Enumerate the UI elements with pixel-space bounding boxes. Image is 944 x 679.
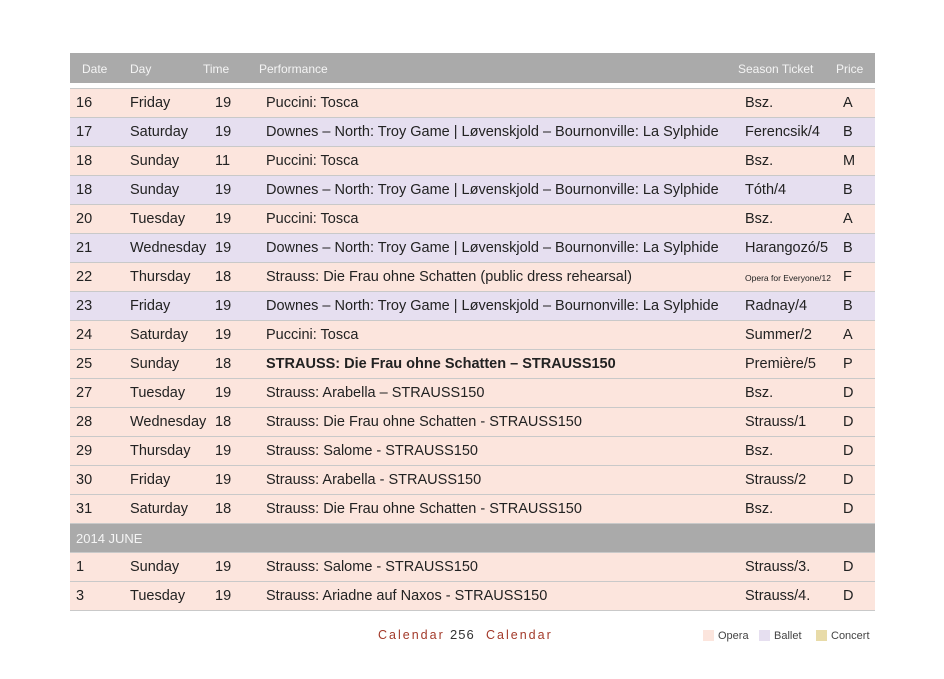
header-day: Day: [130, 62, 152, 76]
cell-season-ticket: Summer/2: [745, 327, 812, 343]
cell-performance: Downes – North: Troy Game | Løvenskjold – Bournonville: La Sylphide: [266, 298, 719, 314]
footer-calendar-right: Calendar: [486, 628, 553, 642]
cell-day: Wednesday: [130, 414, 207, 430]
cell-performance: Puccini: Tosca: [266, 95, 359, 111]
cell-performance: Puccini: Tosca: [266, 153, 359, 169]
table-header: [70, 53, 875, 83]
cell-season-ticket: Tóth/4: [745, 182, 787, 198]
cell-day: Friday: [130, 298, 171, 314]
cell-time: 19: [215, 298, 232, 314]
cell-price: B: [843, 240, 853, 256]
cell-date: 16: [76, 95, 93, 111]
cell-season-ticket: Bsz.: [745, 385, 774, 401]
cell-time: 19: [215, 443, 232, 459]
cell-performance: Strauss: Die Frau ohne Schatten - STRAUSS150: [266, 414, 582, 430]
cell-day: Saturday: [130, 124, 189, 140]
cell-performance: Strauss: Die Frau ohne Schatten - STRAUSS150: [266, 501, 582, 517]
cell-price: B: [843, 124, 853, 140]
table-row: [70, 408, 875, 437]
cell-price: D: [843, 501, 854, 517]
cell-date: 30: [76, 472, 93, 488]
cell-day: Tuesday: [130, 385, 186, 401]
footer-calendar-left: Calendar: [378, 628, 445, 642]
cell-season-ticket: Bsz.: [745, 211, 774, 227]
cell-season-ticket: Ferencsik/4: [745, 124, 820, 140]
cell-time: 18: [215, 501, 232, 517]
cell-day: Friday: [130, 95, 171, 111]
cell-price: M: [843, 153, 856, 169]
cell-season-ticket: Bsz.: [745, 501, 774, 517]
cell-time: 18: [215, 269, 232, 285]
legend-ballet-label: Ballet: [774, 630, 802, 642]
cell-day: Sunday: [130, 559, 180, 575]
table-row: [70, 437, 875, 466]
table-row: [70, 147, 875, 176]
cell-price: D: [843, 385, 854, 401]
cell-day: Tuesday: [130, 211, 186, 227]
cell-season-ticket: Opera for Everyone/12: [745, 273, 831, 283]
cell-time: 19: [215, 559, 232, 575]
cell-date: 3: [76, 588, 85, 604]
cell-date: 29: [76, 443, 93, 459]
page-number: 256: [450, 627, 475, 642]
table-row: [70, 234, 875, 263]
cell-time: 19: [215, 327, 232, 343]
cell-performance: Puccini: Tosca: [266, 211, 359, 227]
cell-day: Thursday: [130, 269, 191, 285]
cell-time: 18: [215, 414, 232, 430]
table-row: [70, 176, 875, 205]
cell-date: 24: [76, 327, 93, 343]
month-section-header: [70, 524, 875, 553]
cell-time: 19: [215, 385, 232, 401]
calendar-table: [70, 53, 875, 611]
cell-price: D: [843, 472, 854, 488]
cell-price: A: [843, 95, 853, 111]
cell-date: 23: [76, 298, 93, 314]
cell-season-ticket: Strauss/2: [745, 472, 807, 488]
cell-date: 28: [76, 414, 93, 430]
cell-price: D: [843, 414, 854, 430]
cell-price: F: [843, 269, 852, 285]
cell-day: Wednesday: [130, 240, 207, 256]
cell-season-ticket: Strauss/1: [745, 414, 807, 430]
cell-day: Sunday: [130, 153, 180, 169]
header-time: Time: [203, 62, 230, 76]
cell-time: 19: [215, 124, 232, 140]
cell-time: 19: [215, 588, 232, 604]
cell-season-ticket: Radnay/4: [745, 298, 808, 314]
cell-date: 25: [76, 356, 93, 372]
cell-performance: STRAUSS: Die Frau ohne Schatten – STRAUSS150: [266, 356, 616, 372]
cell-day: Tuesday: [130, 588, 186, 604]
cell-performance: Strauss: Arabella – STRAUSS150: [266, 385, 485, 401]
table-row: [70, 263, 875, 292]
legend-opera-label: Opera: [718, 630, 749, 642]
cell-price: D: [843, 588, 854, 604]
cell-price: B: [843, 182, 853, 198]
cell-season-ticket: Strauss/4.: [745, 588, 811, 604]
cell-price: D: [843, 443, 854, 459]
cell-price: A: [843, 327, 853, 343]
cell-season-ticket: Bsz.: [745, 95, 774, 111]
table-row: [70, 89, 875, 118]
cell-date: 31: [76, 501, 93, 517]
cell-day: Thursday: [130, 443, 191, 459]
cell-performance: Downes – North: Troy Game | Løvenskjold – Bournonville: La Sylphide: [266, 240, 719, 256]
cell-day: Sunday: [130, 356, 180, 372]
table-row: [70, 205, 875, 234]
cell-season-ticket: Bsz.: [745, 153, 774, 169]
cell-time: 19: [215, 182, 232, 198]
table-row: [70, 379, 875, 408]
cell-day: Saturday: [130, 327, 189, 343]
legend-ballet-swatch: [759, 630, 770, 641]
cell-time: 19: [215, 472, 232, 488]
header-date: Date: [82, 62, 108, 76]
cell-performance: Puccini: Tosca: [266, 327, 359, 343]
header-performance: Performance: [259, 62, 328, 76]
table-row: [70, 495, 875, 524]
cell-day: Sunday: [130, 182, 180, 198]
legend-concert-label: Concert: [831, 630, 870, 642]
cell-price: P: [843, 356, 853, 372]
cell-season-ticket: Première/5: [745, 356, 816, 372]
month-section-label: 2014 JUNE: [76, 531, 143, 546]
cell-date: 18: [76, 153, 93, 169]
cell-date: 20: [76, 211, 93, 227]
header-season-ticket: Season Ticket: [738, 62, 814, 76]
cell-day: Saturday: [130, 501, 189, 517]
legend-opera-swatch: [703, 630, 714, 641]
legend-concert-swatch: [816, 630, 827, 641]
cell-performance: Downes – North: Troy Game | Løvenskjold – Bournonville: La Sylphide: [266, 124, 719, 140]
cell-season-ticket: Harangozó/5: [745, 240, 829, 256]
cell-date: 17: [76, 124, 93, 140]
table-row: [70, 118, 875, 147]
cell-season-ticket: Bsz.: [745, 443, 774, 459]
cell-performance: Strauss: Ariadne auf Naxos - STRAUSS150: [266, 588, 548, 604]
cell-date: 21: [76, 240, 93, 256]
cell-price: D: [843, 559, 854, 575]
page-footer: [0, 628, 944, 648]
cell-date: 22: [76, 269, 93, 285]
cell-performance: Strauss: Salome - STRAUSS150: [266, 559, 478, 575]
cell-date: 1: [76, 559, 85, 575]
header-price: Price: [836, 62, 864, 76]
table-row: [70, 350, 875, 379]
table-row: [70, 321, 875, 350]
cell-price: B: [843, 298, 853, 314]
cell-time: 11: [215, 153, 231, 169]
table-row: [70, 466, 875, 495]
cell-performance: Strauss: Salome - STRAUSS150: [266, 443, 478, 459]
cell-date: 27: [76, 385, 93, 401]
cell-season-ticket: Strauss/3.: [745, 559, 811, 575]
cell-time: 19: [215, 240, 232, 256]
cell-day: Friday: [130, 472, 171, 488]
cell-time: 18: [215, 356, 232, 372]
cell-time: 19: [215, 95, 232, 111]
table-row: [70, 553, 875, 582]
cell-performance: Strauss: Die Frau ohne Schatten (public dress rehearsal): [266, 269, 632, 285]
cell-performance: Strauss: Arabella - STRAUSS150: [266, 472, 482, 488]
cell-performance: Downes – North: Troy Game | Løvenskjold – Bournonville: La Sylphide: [266, 182, 719, 198]
table-row: [70, 582, 875, 611]
cell-date: 18: [76, 182, 93, 198]
cell-time: 19: [215, 211, 232, 227]
cell-price: A: [843, 211, 853, 227]
table-row: [70, 292, 875, 321]
